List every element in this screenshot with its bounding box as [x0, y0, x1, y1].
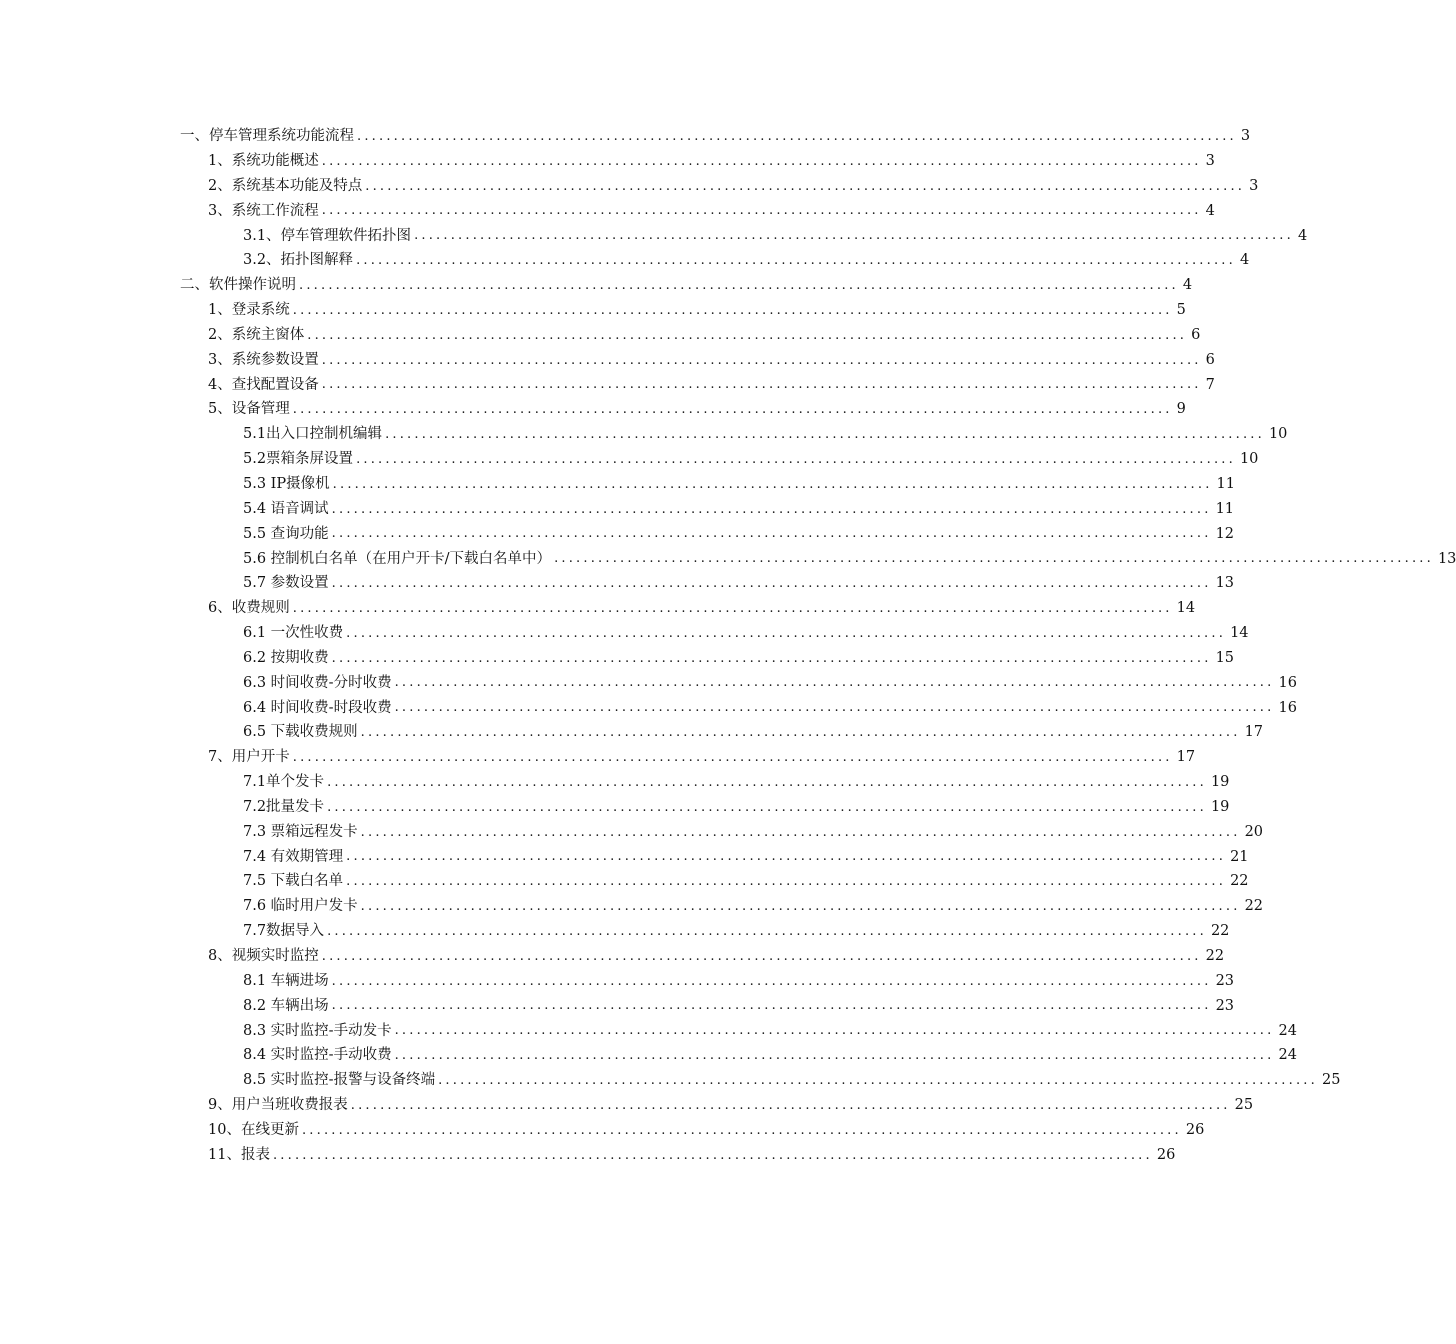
toc-entry[interactable] — [243, 869, 1249, 894]
toc-entry[interactable] — [208, 944, 1225, 969]
toc-page-number: 3 — [1249, 177, 1259, 194]
toc-page-number: 6 — [1191, 326, 1201, 343]
toc-page-number: 23 — [1215, 997, 1235, 1014]
toc-entry[interactable] — [243, 795, 1230, 820]
toc-page-number: 22 — [1210, 923, 1230, 940]
toc-entry[interactable] — [208, 372, 1215, 397]
toc-leader-dots: ........................................................................................................................ — [346, 849, 1227, 865]
toc-entry[interactable] — [243, 1018, 1297, 1043]
toc-entry-title: 7.3 票箱远程发卡 — [243, 823, 358, 840]
toc-page-number: 11 — [1215, 500, 1235, 517]
toc-entry[interactable] — [243, 1068, 1341, 1093]
toc-entry[interactable] — [243, 497, 1235, 522]
toc-leader-dots: ........................................................................................................................ — [321, 352, 1202, 368]
toc-entry[interactable] — [243, 546, 1456, 571]
toc-entry[interactable] — [208, 323, 1201, 348]
toc-entry-title: 5.7 参数设置 — [243, 575, 329, 592]
toc-entry[interactable] — [243, 223, 1308, 248]
toc-page-number: 20 — [1244, 823, 1264, 840]
toc-leader-dots: ........................................................................................................................ — [394, 675, 1275, 691]
toc-leader-dots: ........................................................................................................................ — [360, 725, 1241, 741]
toc-entry-title: 7.4 有效期管理 — [243, 848, 344, 865]
toc-leader-dots: ........................................................................................................................ — [292, 600, 1173, 616]
toc-leader-dots: ........................................................................................................................ — [356, 253, 1236, 269]
toc-leader-dots: ........................................................................................................................ — [346, 874, 1227, 890]
toc-entry-title: 6、收费规则 — [208, 600, 290, 617]
toc-entry[interactable] — [208, 1093, 1254, 1118]
toc-entry[interactable] — [208, 149, 1215, 174]
toc-entry[interactable] — [243, 522, 1235, 547]
toc-leader-dots: ........................................................................................................................ — [385, 427, 1265, 443]
toc-page-number: 19 — [1210, 774, 1230, 791]
toc-page-number: 17 — [1244, 724, 1264, 741]
toc-entry-title: 3.2、拓扑图解释 — [243, 252, 354, 269]
toc-page-number: 16 — [1278, 699, 1297, 716]
toc-page-number: 25 — [1321, 1072, 1341, 1089]
toc-leader-dots: ........................................................................................................................ — [394, 700, 1275, 716]
toc-leader-dots: ........................................................................................................................ — [394, 1023, 1275, 1039]
toc-entry-title: 8.1 车辆进场 — [243, 972, 329, 989]
toc-entry[interactable] — [208, 596, 1196, 621]
toc-entry[interactable] — [243, 820, 1264, 845]
toc-entry[interactable] — [208, 174, 1259, 199]
toc-page-number: 9 — [1176, 401, 1186, 418]
toc-leader-dots: ........................................................................................................................ — [307, 327, 1188, 343]
toc-entry[interactable] — [243, 770, 1230, 795]
toc-page-number: 3 — [1240, 128, 1251, 145]
toc-entry-title: 6.5 下载收费规则 — [243, 724, 358, 741]
toc-leader-dots: ........................................................................................................................ — [327, 923, 1207, 939]
toc-entry-title: 7.5 下载白名单 — [243, 873, 344, 890]
toc-entry-title: 7.2批量发卡 — [243, 798, 325, 815]
toc-page-number: 21 — [1230, 848, 1249, 865]
toc-entry[interactable] — [243, 671, 1297, 696]
toc-entry-title: 二、软件操作说明 — [180, 277, 296, 294]
toc-page-number: 15 — [1215, 649, 1235, 666]
toc-entry[interactable] — [243, 894, 1264, 919]
toc-page-number: 16 — [1278, 674, 1297, 691]
toc-entry-title: 5.1出入口控制机编辑 — [243, 426, 383, 443]
toc-leader-dots: ........................................................................................................................ — [331, 998, 1212, 1014]
toc-entry-title: 5.3 IP摄像机 — [243, 475, 330, 492]
toc-page-number: 10 — [1239, 451, 1259, 468]
toc-page-number: 22 — [1244, 898, 1264, 915]
toc-entry-title: 6.1 一次性收费 — [243, 625, 344, 642]
toc-entry-title: 3、系统参数设置 — [208, 351, 319, 368]
toc-page-number: 4 — [1297, 227, 1308, 244]
toc-page-number: 3 — [1205, 153, 1215, 170]
toc-entry-title: 7.6 临时用户发卡 — [243, 898, 358, 915]
toc-page-number: 25 — [1234, 1097, 1254, 1114]
toc-page-number: 4 — [1182, 277, 1193, 294]
toc-entry-title: 7.7数据导入 — [243, 923, 325, 940]
toc-entry[interactable] — [243, 1043, 1297, 1068]
toc-entry-title: 4、查找配置设备 — [208, 376, 319, 393]
toc-entry[interactable] — [243, 447, 1259, 472]
toc-entry-title: 8.5 实时监控-报警与设备终端 — [243, 1072, 436, 1089]
toc-entry[interactable] — [243, 844, 1249, 869]
toc-entry-title: 5.6 控制机白名单（在用户开卡/下载白名单中） — [243, 550, 552, 567]
toc-page-number: 11 — [1216, 475, 1235, 492]
toc-entry[interactable] — [208, 1143, 1176, 1168]
toc-page-number: 22 — [1230, 873, 1249, 890]
toc-leader-dots: ........................................................................................................................ — [299, 277, 1179, 293]
toc-leader-dots: ........................................................................................................................ — [327, 774, 1207, 790]
toc-entry-title: 6.2 按期收费 — [243, 649, 329, 666]
toc-page-number: 10 — [1268, 426, 1288, 443]
toc-leader-dots: ........................................................................................................................ — [321, 153, 1202, 169]
toc-entry[interactable] — [208, 745, 1196, 770]
toc-page-number: 24 — [1278, 1047, 1297, 1064]
toc-leader-dots: ........................................................................................................................ — [357, 128, 1237, 144]
toc-page-number: 14 — [1230, 625, 1249, 642]
toc-entry-title: 1、系统功能概述 — [208, 153, 319, 170]
toc-leader-dots: ........................................................................................................................ — [327, 799, 1207, 815]
toc-leader-dots: ........................................................................................................................ — [272, 1147, 1153, 1163]
toc-leader-dots: ........................................................................................................................ — [331, 973, 1212, 989]
toc-entry-title: 一、停车管理系统功能流程 — [180, 128, 354, 145]
toc-leader-dots: ........................................................................................................................ — [332, 476, 1213, 492]
toc-leader-dots: ........................................................................................................................ — [346, 625, 1227, 641]
toc-entry-title: 7、用户开卡 — [208, 749, 290, 766]
toc-entry[interactable] — [180, 124, 1251, 149]
toc-page-number: 7 — [1205, 376, 1215, 393]
toc-entry[interactable] — [208, 1118, 1205, 1143]
toc-entry-title: 6.4 时间收费-时段收费 — [243, 699, 392, 716]
toc-entry[interactable] — [243, 621, 1249, 646]
toc-page-number: 4 — [1205, 202, 1215, 219]
toc-page-number: 6 — [1205, 351, 1215, 368]
toc-leader-dots: ........................................................................................................................ — [331, 576, 1212, 592]
toc-entry-title: 2、系统主窗体 — [208, 326, 305, 343]
toc-page-number: 22 — [1205, 948, 1225, 965]
toc-leader-dots: ........................................................................................................................ — [331, 526, 1212, 542]
toc-entry[interactable] — [243, 720, 1264, 745]
toc-leader-dots: ........................................................................................................................ — [438, 1072, 1318, 1088]
toc-leader-dots: ........................................................................................................................ — [321, 377, 1202, 393]
toc-leader-dots: ........................................................................................................................ — [365, 178, 1246, 194]
toc-entry-title: 8、视频实时监控 — [208, 948, 319, 965]
toc-entry[interactable] — [243, 422, 1288, 447]
toc-leader-dots: ........................................................................................................................ — [321, 948, 1202, 964]
toc-leader-dots: ........................................................................................................................ — [394, 1048, 1275, 1064]
toc-page-number: 24 — [1278, 1022, 1297, 1039]
toc-entry[interactable] — [243, 969, 1235, 994]
toc-entry-title: 9、用户当班收费报表 — [208, 1097, 348, 1114]
toc-page-number: 23 — [1215, 972, 1235, 989]
toc-entry-title: 6.3 时间收费-分时收费 — [243, 674, 392, 691]
toc-leader-dots: ........................................................................................................................ — [414, 228, 1294, 244]
toc-leader-dots: ........................................................................................................................ — [350, 1097, 1231, 1113]
toc-entry-title: 11、报表 — [208, 1146, 270, 1163]
toc-entry-title: 8.4 实时监控-手动收费 — [243, 1047, 392, 1064]
toc-entry[interactable] — [208, 199, 1215, 224]
toc-leader-dots: ........................................................................................................................ — [554, 551, 1434, 567]
toc-leader-dots: ........................................................................................................................ — [292, 402, 1173, 418]
toc-entry-title: 5、设备管理 — [208, 401, 290, 418]
toc-leader-dots: ........................................................................................................................ — [292, 750, 1173, 766]
toc-entry-title: 5.4 语音调试 — [243, 500, 329, 517]
toc-entry[interactable] — [243, 695, 1297, 720]
toc-entry[interactable] — [243, 472, 1235, 497]
toc-leader-dots: ........................................................................................................................ — [331, 501, 1212, 517]
toc-entry[interactable] — [243, 646, 1235, 671]
toc-entry-title: 10、在线更新 — [208, 1121, 299, 1138]
toc-entry[interactable] — [208, 397, 1186, 422]
toc-page-number: 26 — [1156, 1146, 1176, 1163]
toc-entry-title: 7.1单个发卡 — [243, 774, 325, 791]
toc-entry[interactable] — [243, 248, 1250, 273]
toc-entry[interactable] — [180, 273, 1193, 298]
toc-page-number: 5 — [1176, 302, 1186, 319]
toc-entry-title: 3.1、停车管理软件拓扑图 — [243, 227, 412, 244]
toc-leader-dots: ........................................................................................................................ — [356, 451, 1236, 467]
toc-page-number: 14 — [1176, 600, 1196, 617]
table-of-contents — [0, 124, 1456, 1167]
toc-entry[interactable] — [208, 298, 1186, 323]
toc-page-number: 17 — [1176, 749, 1196, 766]
toc-entry[interactable] — [208, 348, 1215, 373]
toc-entry-title: 5.5 查询功能 — [243, 525, 329, 542]
toc-page-number: 26 — [1185, 1121, 1205, 1138]
toc-page-number: 19 — [1210, 798, 1230, 815]
toc-entry-title: 5.2票箱条屏设置 — [243, 451, 354, 468]
toc-page-number: 13 — [1437, 550, 1456, 567]
toc-entry-title: 8.3 实时监控-手动发卡 — [243, 1022, 392, 1039]
toc-entry-title: 8.2 车辆出场 — [243, 997, 329, 1014]
toc-entry[interactable] — [243, 571, 1235, 596]
toc-page-number: 13 — [1215, 575, 1235, 592]
toc-leader-dots: ........................................................................................................................ — [301, 1122, 1182, 1138]
toc-leader-dots: ........................................................................................................................ — [360, 824, 1241, 840]
toc-entry[interactable] — [243, 919, 1230, 944]
toc-page-number: 12 — [1215, 525, 1235, 542]
toc-leader-dots: ........................................................................................................................ — [292, 302, 1173, 318]
toc-leader-dots: ........................................................................................................................ — [331, 650, 1212, 666]
toc-entry-title: 3、系统工作流程 — [208, 202, 319, 219]
toc-leader-dots: ........................................................................................................................ — [360, 899, 1241, 915]
toc-entry-title: 2、系统基本功能及特点 — [208, 177, 363, 194]
toc-entry-title: 1、登录系统 — [208, 302, 290, 319]
toc-page-number: 4 — [1239, 252, 1250, 269]
toc-leader-dots: ........................................................................................................................ — [321, 203, 1202, 219]
toc-entry[interactable] — [243, 994, 1235, 1019]
